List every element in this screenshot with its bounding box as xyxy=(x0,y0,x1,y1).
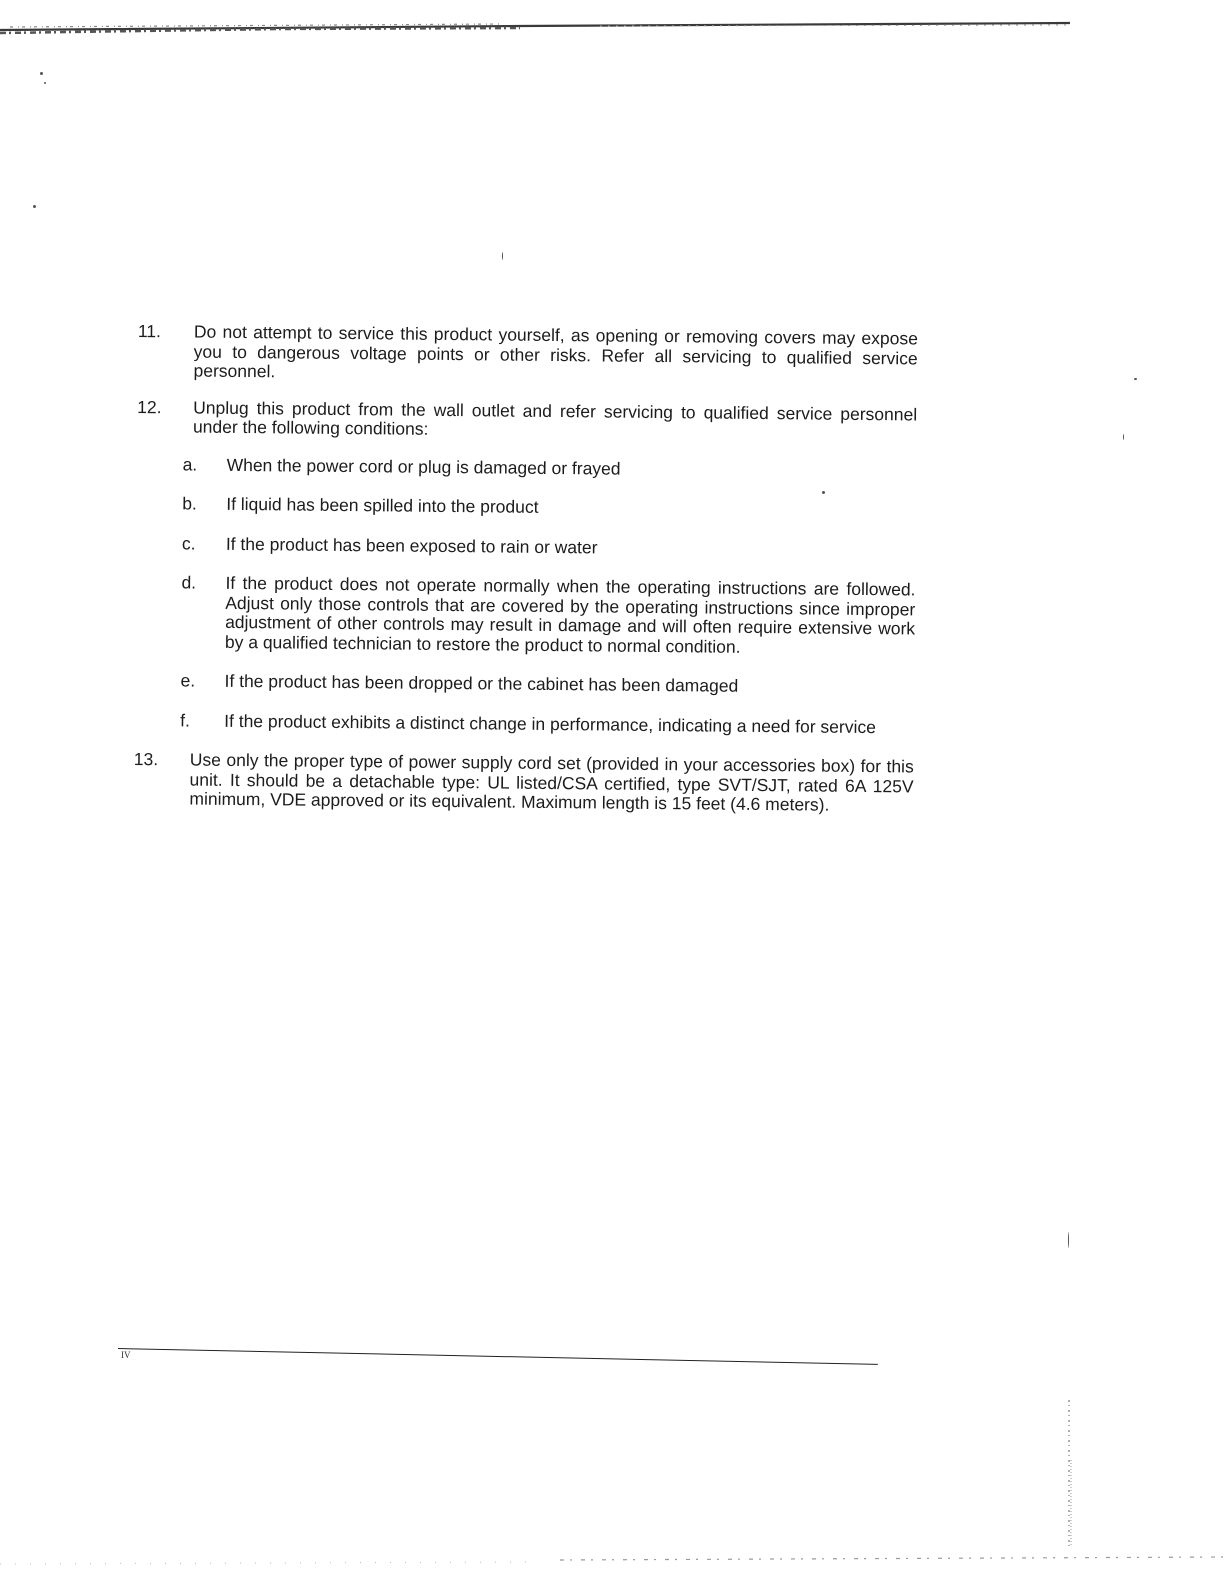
sub-item-letter: b. xyxy=(182,493,197,514)
sub-item-letter: a. xyxy=(182,453,198,475)
sub-item-b xyxy=(182,494,916,521)
scan-margin-artifact xyxy=(1066,1400,1074,1550)
footer-rule xyxy=(118,1348,878,1365)
scan-edge-artifact xyxy=(0,14,1070,36)
sub-item-text: When the power cord or plug is damaged or frayed xyxy=(226,454,621,479)
item-number: 12. xyxy=(137,396,162,417)
scan-speck xyxy=(1123,434,1124,440)
sub-item-text: If the product exhibits a distinct change in performance, indicating a need for service xyxy=(224,710,877,737)
list-item-12 xyxy=(134,397,917,737)
sub-item-text: If the product does not operate normally when the operating instructions are followed. Adjust only those controls that are covered by the operating instructions since improper adjustment of other controls may result in damage and will often require extensive work by a qualified technician to restore the product to normal condition. xyxy=(224,572,916,657)
document-body xyxy=(133,322,918,833)
sub-item-a xyxy=(183,455,917,482)
sub-item-text: If the product has been dropped or the cabinet has been damaged xyxy=(224,670,739,696)
scan-speck xyxy=(1068,1232,1069,1248)
scan-speck xyxy=(1134,378,1137,380)
list-item-11 xyxy=(137,322,918,388)
item-number: 11. xyxy=(137,321,162,342)
list-item-13 xyxy=(133,750,914,816)
item-number: 13. xyxy=(133,748,159,770)
sub-list xyxy=(180,455,917,738)
item-text: Do not attempt to service this product yourself, as opening or removing covers may expose you to dangerous voltage points or other risks. Refer all servicing to qualified service personnel. xyxy=(193,321,918,382)
scan-edge-artifact xyxy=(0,1552,1224,1566)
scan-speck xyxy=(33,205,36,208)
scan-speck xyxy=(502,252,503,260)
sub-item-d xyxy=(181,573,916,658)
sub-item-c xyxy=(182,534,916,561)
sub-item-letter: f. xyxy=(180,709,191,731)
sub-item-letter: d. xyxy=(181,572,197,593)
sub-item-text: If the product has been exposed to rain or water xyxy=(225,533,598,557)
page-number: IV xyxy=(121,1350,131,1360)
sub-item-letter: c. xyxy=(181,532,196,554)
sub-item-letter: e. xyxy=(180,670,196,691)
sub-item-f xyxy=(180,711,914,738)
sub-item-e xyxy=(180,671,914,698)
scan-speck xyxy=(40,72,43,75)
sub-item-text: If liquid has been spilled into the product xyxy=(226,493,539,517)
scan-speck xyxy=(44,82,46,84)
item-text: Unplug this product from the wall outlet and refer servicing to qualified service personnel under the following conditions: xyxy=(192,397,918,439)
item-text: Use only the proper type of power supply cord set (provided in your accessories box) for this unit. It should be a detachable type: UL listed/CSA certified, type SVT/SJT, rated 6A 125V minimum, VDE approved or its equivalent. Maximum length is 15 feet (4.6 meters). xyxy=(189,749,914,815)
